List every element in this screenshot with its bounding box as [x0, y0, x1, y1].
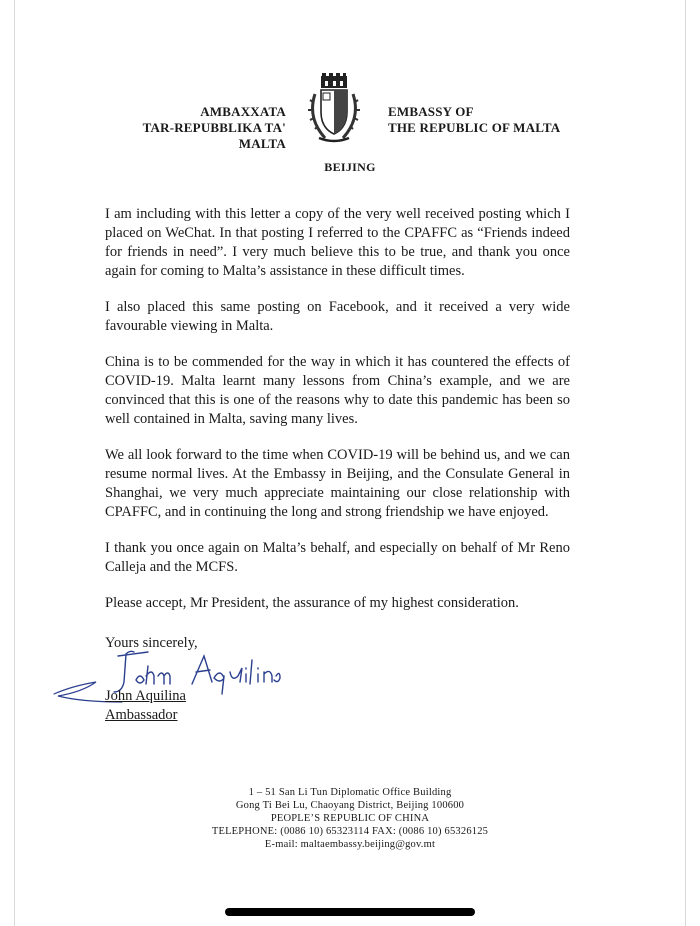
signatory [105, 687, 186, 725]
body-paragraph: China is to be commended for the way in which it has countered the effects of COVID-19. Malta learnt many lessons from China’s example, and we are convinced that this is one of the reasons why to date this pandemic has been so well contained in Malta, saving many lives. [105, 354, 570, 427]
letter-body [105, 205, 570, 630]
english-heading-line1: EMBASSY OF [388, 104, 474, 119]
footer-line: TELEPHONE: (0086 10) 65323114 FAX: (0086 10) 65326125 [211, 826, 489, 837]
maltese-embassy-heading [96, 104, 286, 152]
home-indicator[interactable] [225, 908, 475, 916]
footer-line: 1 – 51 San Li Tun Diplomatic Office Building [248, 787, 452, 798]
city-heading: BEIJING [324, 160, 376, 174]
coat-of-arms-icon [305, 72, 363, 144]
english-embassy-heading [388, 104, 588, 136]
maltese-heading-line1: AMBAXXATA [200, 104, 286, 119]
body-paragraph: Please accept, Mr President, the assurance of my highest consideration. [105, 595, 519, 611]
signatory-title: Ambassador [105, 707, 178, 723]
body-paragraph: We all look forward to the time when COVID-19 will be behind us, and we can resume normal lives. At the Embassy in Beijing, and the Consulate General in Shanghai, we very much appreciate maintaining our close relationship with CPAFFC, and in continuing the long and strong friendship we have enjoyed. [105, 447, 570, 520]
footer-line: Gong Ti Bei Lu, Chaoyang District, Beijing 100600 [235, 800, 465, 811]
body-paragraph: I thank you once again on Malta’s behalf, and especially on behalf of Mr Reno Calleja and the MCFS. [105, 540, 570, 575]
english-heading-line2: THE REPUBLIC OF MALTA [388, 120, 561, 135]
body-paragraph: I also placed this same posting on Facebook, and it received a very wide favourable viewing in Malta. [105, 299, 570, 334]
footer-line: E-mail: maltaembassy.beijing@gov.mt [264, 839, 436, 850]
body-paragraph: I am including with this letter a copy of the very well received posting which I placed on WeChat. In that posting I referred to the CPAFFC as “Friends indeed for friends in need”. I very much believe this to be true, and thank you once again for coming to Malta’s assistance in these difficult times. [105, 206, 570, 279]
maltese-heading-line2: TAR-REPUBBLIKA TA' MALTA [142, 120, 286, 151]
closing-salutation: Yours sincerely, [105, 635, 198, 651]
signatory-name: John Aquilina [105, 688, 186, 704]
embassy-address-footer [0, 786, 700, 851]
footer-line: PEOPLE’S REPUBLIC OF CHINA [270, 813, 430, 824]
